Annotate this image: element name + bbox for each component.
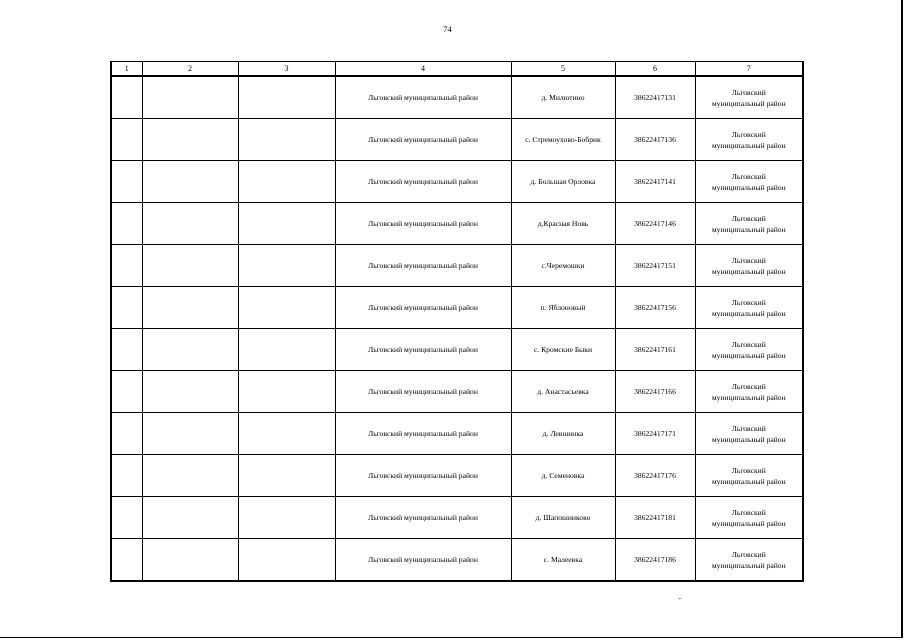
cell-col-1 [111,203,142,245]
cell-code: 38622417186 [615,539,695,582]
cell-col-1 [111,497,142,539]
cell-col-3 [238,539,335,582]
cell-col-3 [238,203,335,245]
cell-settlement: п. Яблоновый [511,287,615,329]
cell-col-2 [142,329,238,371]
cell-district-short [695,329,803,371]
cell-settlement: д. Шапошниково [511,497,615,539]
cell-district-short [695,245,803,287]
district-line-2: муниципальный район [711,266,786,276]
cell-settlement: д. Большая Орловка [511,161,615,203]
cell-col-2 [142,287,238,329]
header-col-6: 6 [615,62,695,77]
cell-district-short [695,203,803,245]
cell-settlement: с.Черемошки [511,245,615,287]
cell-settlement: с. Стремоухово-Бобрик [511,119,615,161]
district-line-1: Льговский [731,129,766,139]
cell-district: Льговский муниципальный район [335,119,511,161]
cell-settlement: д. Семеновка [511,455,615,497]
cell-col-2 [142,497,238,539]
cell-col-2 [142,245,238,287]
cell-col-1 [111,413,142,455]
cell-code: 38622417166 [615,371,695,413]
cell-col-1 [111,119,142,161]
cell-col-1 [111,287,142,329]
cell-col-3 [238,497,335,539]
cell-district: Льговский муниципальный район [335,455,511,497]
cell-col-2 [142,119,238,161]
district-line-2: муниципальный район [711,350,786,360]
district-line-1: Льговский [731,87,766,97]
cell-col-2 [142,413,238,455]
table-row [111,245,803,287]
cell-col-3 [238,287,335,329]
cell-district-short [695,119,803,161]
cell-code: 38622417131 [615,76,695,119]
table-header [111,62,803,77]
cell-code: 38622417151 [615,245,695,287]
cell-col-1 [111,76,142,119]
table-row [111,329,803,371]
header-col-2: 2 [142,62,238,77]
cell-col-1 [111,539,142,582]
cell-col-1 [111,455,142,497]
header-col-3: 3 [238,62,335,77]
district-line-2: муниципальный район [711,476,786,486]
table-row [111,497,803,539]
table-row [111,413,803,455]
cell-district-short [695,76,803,119]
table-row [111,76,803,119]
cell-code: 38622417136 [615,119,695,161]
cell-code: 38622417176 [615,455,695,497]
cell-col-3 [238,76,335,119]
header-col-5: 5 [511,62,615,77]
cell-col-3 [238,455,335,497]
municipal-table [110,61,804,582]
cell-settlement: д. Анастасьевка [511,371,615,413]
cell-col-3 [238,119,335,161]
cell-district: Льговский муниципальный район [335,539,511,582]
cell-col-2 [142,76,238,119]
district-line-2: муниципальный район [711,518,786,528]
table-row [111,161,803,203]
district-line-2: муниципальный район [711,560,786,570]
cell-col-2 [142,539,238,582]
table-row [111,287,803,329]
table-row [111,119,803,161]
cell-settlement: д. Левшинка [511,413,615,455]
cell-col-2 [142,203,238,245]
cell-code: 38622417146 [615,203,695,245]
district-line-2: муниципальный район [711,224,786,234]
cell-district: Льговский муниципальный район [335,76,511,119]
cell-col-1 [111,371,142,413]
cell-district-short [695,287,803,329]
header-row [111,62,803,77]
table-row [111,455,803,497]
cell-district: Льговский муниципальный район [335,203,511,245]
scan-mark [678,598,681,599]
district-line-1: Льговский [731,255,766,265]
cell-code: 38622417156 [615,287,695,329]
cell-settlement: д. Милютино [511,76,615,119]
cell-district: Льговский муниципальный район [335,161,511,203]
cell-district-short [695,161,803,203]
cell-settlement: д.Красная Новь [511,203,615,245]
district-line-1: Льговский [731,297,766,307]
district-line-2: муниципальный район [711,182,786,192]
cell-code: 38622417171 [615,413,695,455]
cell-col-3 [238,161,335,203]
cell-col-1 [111,329,142,371]
cell-code: 38622417181 [615,497,695,539]
cell-col-3 [238,245,335,287]
cell-district: Льговский муниципальный район [335,245,511,287]
cell-col-1 [111,245,142,287]
district-line-1: Льговский [731,465,766,475]
cell-col-3 [238,413,335,455]
cell-district: Льговский муниципальный район [335,287,511,329]
cell-district-short [695,455,803,497]
header-col-7: 7 [695,62,803,77]
district-line-1: Льговский [731,549,766,559]
cell-district: Льговский муниципальный район [335,371,511,413]
page-number: 74 [443,24,452,34]
header-col-4: 4 [335,62,511,77]
district-line-2: муниципальный район [711,434,786,444]
district-line-1: Льговский [731,171,766,181]
district-line-2: муниципальный район [711,140,786,150]
cell-settlement: с. Кромские Быки [511,329,615,371]
cell-col-3 [238,329,335,371]
district-line-1: Льговский [731,423,766,433]
table-row [111,203,803,245]
cell-col-3 [238,371,335,413]
cell-col-2 [142,455,238,497]
district-line-1: Льговский [731,339,766,349]
cell-district-short [695,413,803,455]
cell-col-2 [142,161,238,203]
cell-district: Льговский муниципальный район [335,413,511,455]
header-col-1: 1 [111,62,142,77]
district-line-1: Льговский [731,507,766,517]
cell-settlement: с. Малеевка [511,539,615,582]
district-line-2: муниципальный район [711,392,786,402]
table-body [111,76,803,581]
cell-district-short [695,371,803,413]
district-line-2: муниципальный район [711,308,786,318]
cell-col-1 [111,161,142,203]
cell-district-short [695,539,803,582]
cell-district-short [695,497,803,539]
district-line-1: Льговский [731,213,766,223]
cell-code: 38622417141 [615,161,695,203]
district-line-2: муниципальный район [711,98,786,108]
cell-code: 38622417161 [615,329,695,371]
table-row [111,371,803,413]
table-row [111,539,803,582]
cell-district: Льговский муниципальный район [335,497,511,539]
cell-district: Льговский муниципальный район [335,329,511,371]
district-line-1: Льговский [731,381,766,391]
cell-col-2 [142,371,238,413]
